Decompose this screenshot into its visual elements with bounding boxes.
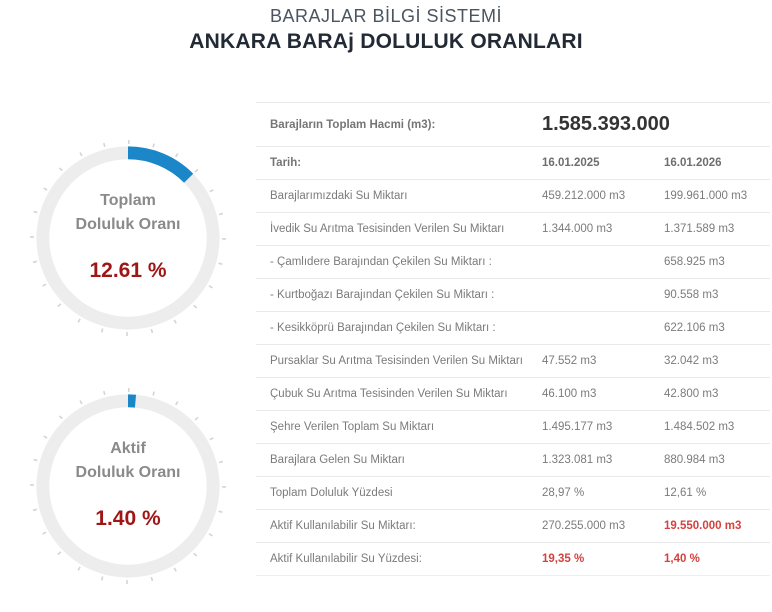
row-label: Barajların Toplam Hacmi (m3): — [256, 103, 542, 147]
value-2026: 199.961.000 m3 — [664, 180, 770, 213]
page-header — [0, 0, 772, 54]
content-area — [0, 54, 772, 585]
row-label: Barajlarımızdaki Su Miktarı — [256, 180, 542, 213]
total-fill-gauge — [29, 139, 227, 337]
value-2025: 46.100 m3 — [542, 378, 664, 411]
value-2025 — [542, 279, 664, 312]
value-2026: 90.558 m3 — [664, 279, 770, 312]
value-2026: 658.925 m3 — [664, 246, 770, 279]
table-row — [256, 279, 770, 312]
value-2025: 270.255.000 m3 — [542, 510, 664, 543]
table-row — [256, 213, 770, 246]
row-label: Şehre Verilen Toplam Su Miktarı — [256, 411, 542, 444]
value-2026: 32.042 m3 — [664, 345, 770, 378]
gauge-label: Aktif Doluluk Oranı — [75, 440, 181, 481]
table-row — [256, 345, 770, 378]
value-2025: 1.495.177 m3 — [542, 411, 664, 444]
table-row — [256, 444, 770, 477]
page-title: ANKARA BARAj DOLULUK ORANLARI — [189, 30, 583, 53]
row-label: Çubuk Su Arıtma Tesisinden Verilen Su Miktarı — [256, 378, 542, 411]
gauge-label: Toplam Doluluk Oranı — [75, 192, 181, 233]
table-row — [256, 180, 770, 213]
value-2026: 622.106 m3 — [664, 312, 770, 345]
value-2025: 1.323.081 m3 — [542, 444, 664, 477]
row-label: Tarih: — [256, 147, 542, 180]
table-row — [256, 246, 770, 279]
table-row — [256, 510, 770, 543]
table-row-dates — [256, 147, 770, 180]
value-2025: 28,97 % — [542, 477, 664, 510]
active-fill-gauge — [29, 387, 227, 585]
value-2025 — [542, 246, 664, 279]
value-2026: 1.484.502 m3 — [664, 411, 770, 444]
row-label: Pursaklar Su Arıtma Tesisinden Verilen Su Miktarı — [256, 345, 542, 378]
table-row-total-volume — [256, 103, 770, 147]
total-volume-value: 1.585.393.000 — [542, 103, 770, 147]
value-2025 — [542, 312, 664, 345]
table-row — [256, 312, 770, 345]
table-row — [256, 411, 770, 444]
row-label: - Kesikköprü Barajından Çekilen Su Miktarı : — [256, 312, 542, 345]
value-2025: 19,35 % — [542, 543, 664, 576]
row-label: Barajlara Gelen Su Miktarı — [256, 444, 542, 477]
table-row — [256, 378, 770, 411]
system-title: BARAJLAR BİLGİ SİSTEMİ — [269, 6, 503, 26]
statistics-table — [256, 102, 770, 576]
value-2026: 19.550.000 m3 — [664, 510, 770, 543]
date-2025: 16.01.2025 — [542, 147, 664, 180]
value-2026: 1,40 % — [664, 543, 770, 576]
value-2025: 1.344.000 m3 — [542, 213, 664, 246]
row-label: İvedik Su Arıtma Tesisinden Verilen Su Miktarı — [256, 213, 542, 246]
statistics-table-wrap — [256, 54, 772, 576]
row-label: Aktif Kullanılabilir Su Miktarı: — [256, 510, 542, 543]
value-2026: 42.800 m3 — [664, 378, 770, 411]
value-2025: 47.552 m3 — [542, 345, 664, 378]
gauge-value: 1.40 % — [95, 507, 161, 530]
row-label: Toplam Doluluk Yüzdesi — [256, 477, 542, 510]
value-2026: 1.371.589 m3 — [664, 213, 770, 246]
value-2026: 880.984 m3 — [664, 444, 770, 477]
row-label: Aktif Kullanılabilir Su Yüzdesi: — [256, 543, 542, 576]
gauge-value: 12.61 % — [89, 259, 167, 282]
value-2026: 12,61 % — [664, 477, 770, 510]
row-label: - Çamlıdere Barajından Çekilen Su Miktarı : — [256, 246, 542, 279]
value-2025: 459.212.000 m3 — [542, 180, 664, 213]
date-2026: 16.01.2026 — [664, 147, 770, 180]
gauges-column — [0, 54, 256, 585]
row-label: - Kurtboğazı Barajından Çekilen Su Miktarı : — [256, 279, 542, 312]
table-row — [256, 477, 770, 510]
table-row — [256, 543, 770, 576]
